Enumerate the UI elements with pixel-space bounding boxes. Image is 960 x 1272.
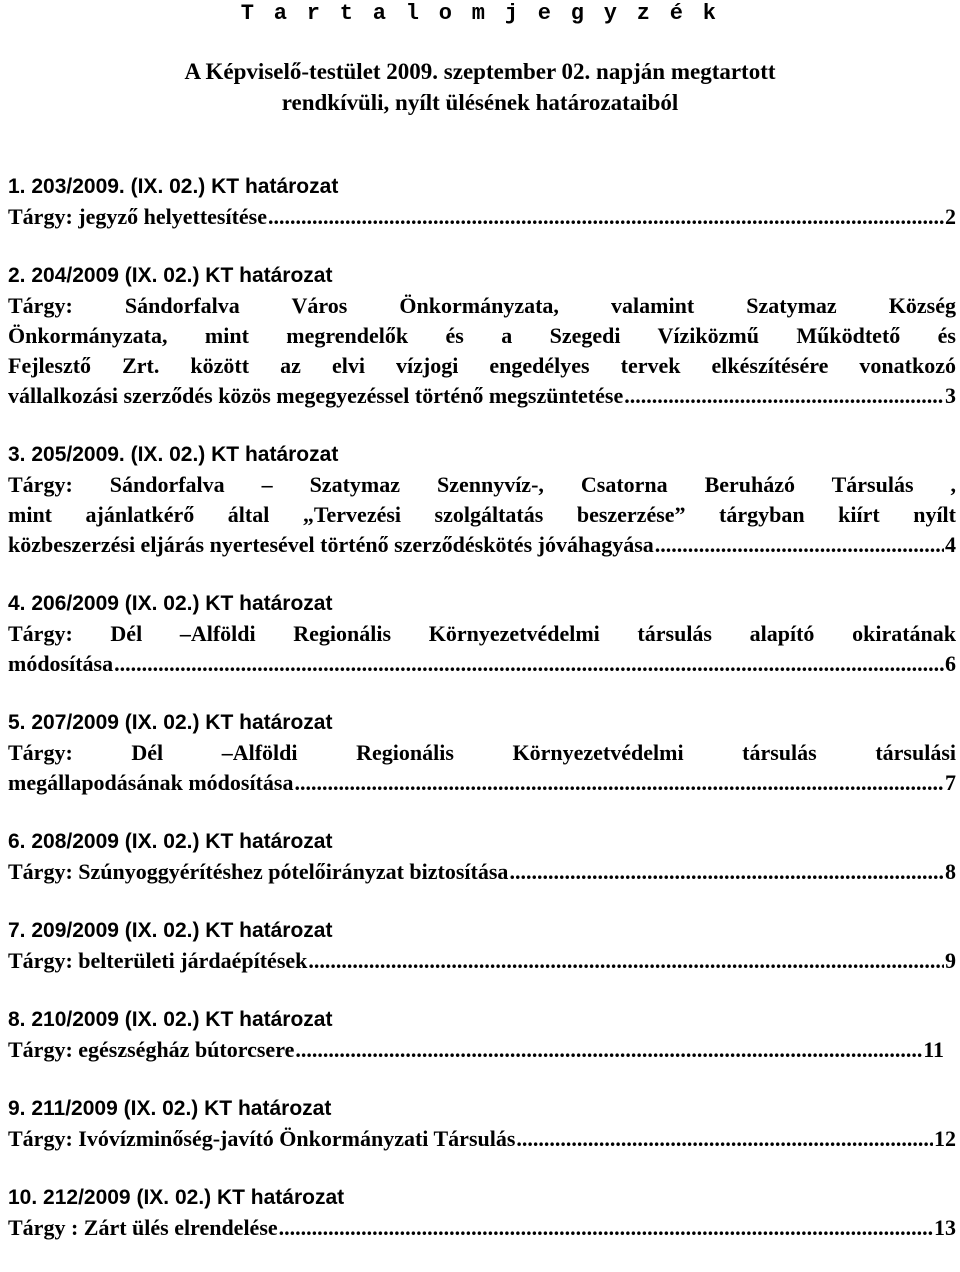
- toc-entry[interactable]: [8, 827, 956, 887]
- entry-heading: 9. 211/2009 (IX. 02.) KT határozat: [8, 1097, 332, 1120]
- toc-entry[interactable]: [8, 261, 956, 411]
- dot-leader: [624, 381, 944, 411]
- entry-subject-text: közbeszerzési eljárás nyertesével történő szerződéskötés jóváhagyása: [8, 532, 654, 557]
- entry-page-number: 11: [923, 1037, 944, 1062]
- entry-page-number: 6: [945, 651, 956, 676]
- toc-entry[interactable]: [8, 916, 956, 976]
- toc-entry[interactable]: [8, 1183, 956, 1243]
- entry-subject-text: Tárgy : Zárt ülés elrendelése: [8, 1215, 278, 1240]
- toc-entry[interactable]: [8, 440, 956, 560]
- dot-leader: [295, 1035, 922, 1065]
- dot-leader: [279, 1213, 933, 1243]
- entry-page-number: 12: [934, 1126, 956, 1151]
- entry-subject-line: Tárgy: Dél –Alföldi Regionális Környezetvédelmi társulás alapító okiratának: [8, 621, 956, 646]
- toc-entry[interactable]: [8, 172, 956, 232]
- entry-subject-last: [8, 946, 956, 976]
- entry-subject-last: [8, 1124, 956, 1154]
- entry-subject-text: Tárgy: egészségház bútorcsere: [8, 1037, 295, 1062]
- entry-page-number: 3: [945, 383, 956, 408]
- dot-leader: [268, 202, 944, 232]
- entry-subject-text: Tárgy: belterületi járdaépítések: [8, 948, 308, 973]
- entry-page-number: 4: [945, 532, 956, 557]
- dot-leader: [655, 530, 944, 560]
- entry-subject-line: mint ajánlatkérő által „Tervezési szolgáltatás beszerzése” tárgyban kiírt nyílt: [8, 502, 956, 527]
- page-subtitle: [0, 56, 960, 118]
- page-title: T a r t a l o m j e g y z é k: [240, 1, 720, 26]
- entry-subject-last: [8, 381, 956, 411]
- entry-heading: 1. 203/2009. (IX. 02.) KT határozat: [8, 175, 339, 198]
- entry-subject-text: Tárgy: jegyző helyettesítése: [8, 204, 268, 229]
- entry-page-number: 7: [945, 770, 956, 795]
- entry-subject-last: [8, 768, 956, 798]
- entry-subject-line: Tárgy: Sándorfalva – Szatymaz Szennyvíz-, Csatorna Beruházó Társulás ,: [8, 472, 956, 497]
- entry-subject-last: [8, 649, 956, 679]
- dot-leader: [114, 649, 944, 679]
- entry-subject-line: Fejlesztő Zrt. között az elvi vízjogi engedélyes tervek elkészítésére vonatkozó: [8, 353, 956, 378]
- entry-subject-text: módosítása: [8, 651, 114, 676]
- entry-subject-text: vállalkozási szerződés közös megegyezéssel történő megszüntetése: [8, 383, 624, 408]
- entry-page-number: 2: [945, 204, 956, 229]
- entry-subject-last: [8, 202, 956, 232]
- entry-subject-line: Tárgy: Sándorfalva Város Önkormányzata, valamint Szatymaz Község: [8, 293, 956, 318]
- entry-page-number: 8: [945, 859, 956, 884]
- toc-entry[interactable]: [8, 708, 956, 798]
- entry-page-number: 9: [945, 948, 956, 973]
- entry-subject-text: megállapodásának módosítása: [8, 770, 294, 795]
- entry-subject-last: [8, 530, 956, 560]
- table-of-contents: [8, 172, 956, 1272]
- entry-heading: 10. 212/2009 (IX. 02.) KT határozat: [8, 1186, 345, 1209]
- entry-subject-text: Tárgy: Ivóvízminőség-javító Önkormányzati Társulás: [8, 1126, 516, 1151]
- entry-subject-line: Önkormányzata, mint megrendelők és a Szegedi Víziközmű Működtető és: [8, 323, 956, 348]
- dot-leader: [308, 946, 944, 976]
- subtitle-line-2: rendkívüli, nyílt ülésének határozataiból: [281, 90, 679, 115]
- toc-entry[interactable]: [8, 589, 956, 679]
- subtitle-line-1: A Képviselő-testület 2009. szeptember 02. napján megtartott: [184, 59, 776, 84]
- dot-leader: [294, 768, 944, 798]
- entry-subject-last: [8, 1213, 956, 1243]
- dot-leader: [516, 1124, 933, 1154]
- entry-page-number: 13: [934, 1215, 956, 1240]
- entry-subject-last: [8, 857, 956, 887]
- dot-leader: [509, 857, 944, 887]
- entry-heading: 3. 205/2009. (IX. 02.) KT határozat: [8, 443, 339, 466]
- entry-heading: 7. 209/2009 (IX. 02.) KT határozat: [8, 919, 333, 942]
- toc-entry[interactable]: [8, 1094, 956, 1154]
- entry-subject-last: [8, 1035, 944, 1065]
- entry-subject-text: Tárgy: Szúnyoggyérítéshez pótelőirányzat biztosítása: [8, 859, 509, 884]
- entry-heading: 8. 210/2009 (IX. 02.) KT határozat: [8, 1008, 333, 1031]
- entry-subject-line: Tárgy: Dél –Alföldi Regionális Környezetvédelmi társulás társulási: [8, 740, 956, 765]
- toc-entry[interactable]: [8, 1005, 956, 1065]
- entry-heading: 6. 208/2009 (IX. 02.) KT határozat: [8, 830, 333, 853]
- entry-heading: 5. 207/2009 (IX. 02.) KT határozat: [8, 711, 333, 734]
- entry-heading: 4. 206/2009 (IX. 02.) KT határozat: [8, 592, 333, 615]
- entry-heading: 2. 204/2009 (IX. 02.) KT határozat: [8, 264, 333, 287]
